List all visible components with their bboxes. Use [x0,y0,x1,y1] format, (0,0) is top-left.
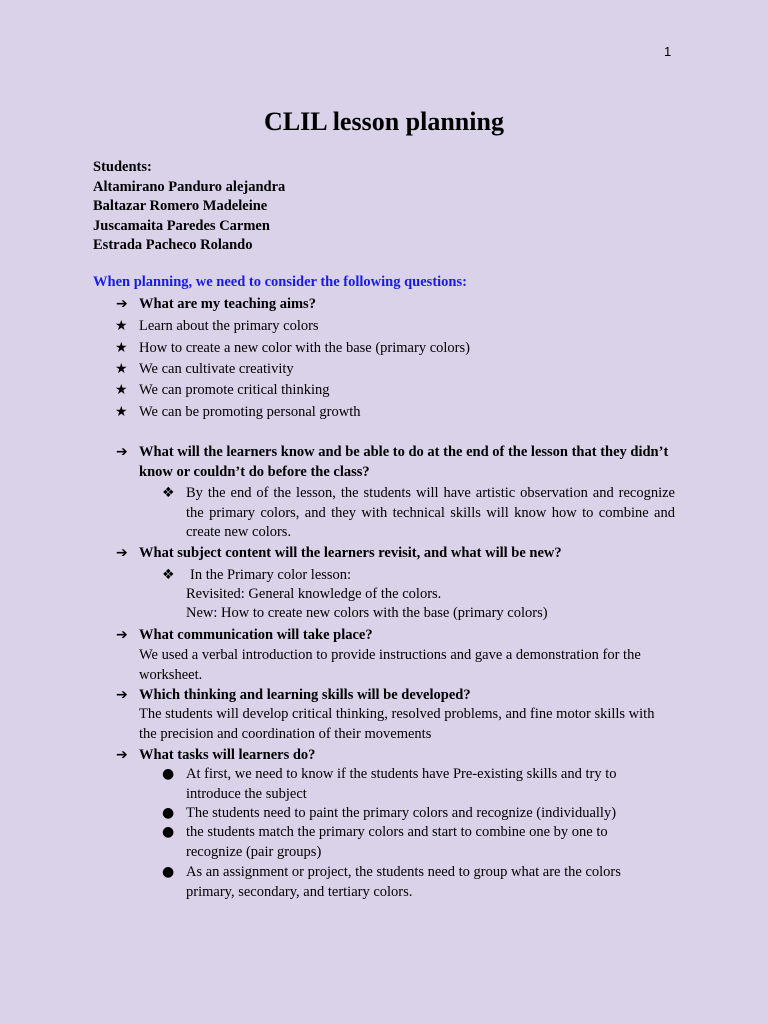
bullet-icon: ● [162,824,175,840]
star-icon: ★ [115,318,128,334]
student-name: Altamirano Panduro alejandra [93,178,286,195]
question-thinking-skills: Which thinking and learning skills will be developed? [139,687,471,703]
bullet-icon: ● [162,805,175,821]
arrow-icon: ➔ [116,687,128,703]
arrow-icon: ➔ [116,444,128,460]
star-icon: ★ [115,361,128,377]
outcome-answer: By the end of the lesson, the students will have artistic observation and recognize the primary colors, and they with technical skills will know how to combine and create new colors. [186,485,675,540]
students-section [93,158,285,256]
question-learner-outcomes: What will the learners know and be able to do at the end of the lesson that they didn’t know or couldn’t do before the class? [139,444,669,480]
arrow-icon: ➔ [116,747,128,763]
aim-item: Learn about the primary colors [139,318,319,334]
task-item: At first, we need to know if the students have Pre-existing skills and try to introduce the subject [186,766,617,802]
question-teaching-aims: What are my teaching aims? [139,296,316,312]
arrow-icon: ➔ [116,296,128,312]
arrow-icon: ➔ [116,627,128,643]
page-title: CLIL lesson planning [264,107,504,136]
student-name: Estrada Pacheco Rolando [93,237,253,253]
diamond-icon: ❖ [162,485,175,501]
bullet-icon: ● [162,864,175,880]
aim-item: We can promote critical thinking [139,382,330,398]
star-icon: ★ [115,340,128,356]
diamond-icon: ❖ [162,567,175,583]
content-line: New: How to create new colors with the base (primary colors) [186,605,548,621]
question-tasks: What tasks will learners do? [139,747,316,763]
task-item: the students match the primary colors and start to combine one by one to recognize (pair groups) [186,824,608,860]
task-item: As an assignment or project, the students need to group what are the colors primary, secondary, and tertiary colors. [186,864,621,900]
task-item: The students need to paint the primary colors and recognize (individually) [186,805,617,821]
bullet-icon: ● [162,766,175,782]
page-number: 1 [664,44,672,59]
content-line: In the Primary color lesson: [190,567,352,583]
student-name: Baltazar Romero Madeleine [93,198,268,214]
question-subject-content: What subject content will the learners revisit, and what will be new? [139,545,562,561]
content-line: Revisited: General knowledge of the colors. [186,586,442,602]
students-label: Students: [93,159,152,175]
aim-item: How to create a new color with the base (primary colors) [139,340,470,356]
intro-heading: When planning, we need to consider the following questions: [93,274,467,290]
thinking-skills-answer: The students will develop critical thinking, resolved problems, and fine motor skills with the precision and coordination of their movements [139,706,655,742]
star-icon: ★ [115,382,128,398]
star-icon: ★ [115,404,128,420]
arrow-icon: ➔ [116,545,128,561]
aim-item: We can be promoting personal growth [139,404,361,420]
aim-item: We can cultivate creativity [139,361,294,377]
communication-answer: We used a verbal introduction to provide instructions and gave a demonstration for the worksheet. [139,647,641,683]
question-communication: What communication will take place? [139,627,373,643]
student-name: Juscamaita Paredes Carmen [93,217,270,234]
